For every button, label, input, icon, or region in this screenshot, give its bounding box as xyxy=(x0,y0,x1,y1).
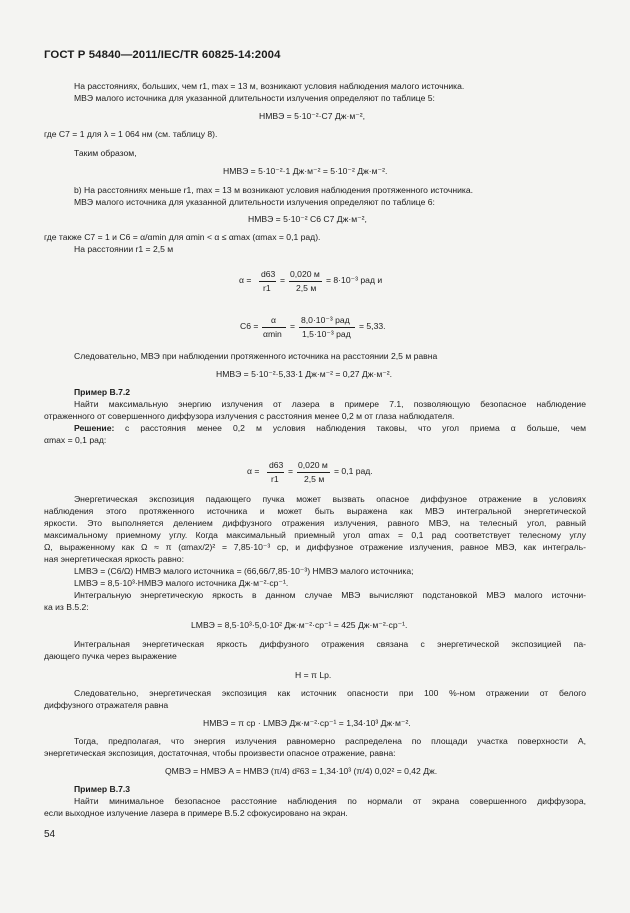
formula: HМВЭ = 5·10⁻²·C7 Дж·м⁻², xyxy=(259,111,366,121)
running-header: ГОСТ Р 54840—2011/IEC/TR 60825-14:2004 xyxy=(44,49,281,61)
text-line: Следовательно, МВЭ при наблюдении протяженного источника на расстоянии 2,5 м равна xyxy=(74,351,438,361)
fraction-bar xyxy=(297,472,330,473)
fraction-denominator: 1,5·10⁻³ рад xyxy=(302,329,351,339)
fraction-numerator: d63 xyxy=(269,460,284,470)
text-line: Интегральную энергетическую яркость в данном случае МВЭ вычисляют подстановкой МВЭ малого источни- xyxy=(74,590,586,600)
formula: LМВЭ = 8,5·10³·5,0·10² Дж·м⁻²·ср⁻¹ = 425 Дж·м⁻²·ср⁻¹. xyxy=(191,620,408,630)
text-line: МВЭ малого источника для указанной длительности излучения определяют по таблице 5: xyxy=(74,93,435,103)
example-heading: Пример В.7.2 xyxy=(74,387,131,397)
formula: LМВЭ = (C6/Ω) HМВЭ малого источника = (66,66/7,85·10⁻³) HМВЭ малого источника; xyxy=(74,566,414,576)
fraction-bar xyxy=(262,327,286,328)
text-line: ная энергетическая яркость равно: xyxy=(44,554,184,564)
text-line: ка из В.5.2: xyxy=(44,602,89,612)
fraction-bar xyxy=(289,281,322,282)
text-line: Таким образом, xyxy=(74,148,137,158)
formula: QМВЭ = HМВЭ A = HМВЭ (π/4) d²63 = 1,34·10³ (π/4) 0,02² = 0,42 Дж. xyxy=(165,766,438,776)
text-line: где C7 = 1 для λ = 1 064 нм (см. таблицу 8). xyxy=(44,129,218,139)
text-line: отраженного от совершенного диффузора излучения с расстояния менее 0,2 м от глаза наблюдателя. xyxy=(44,411,455,421)
formula-part: α = xyxy=(239,275,252,285)
formula: LМВЭ = 8,5·10³·HМВЭ малого источника Дж·м⁻²·ср⁻¹. xyxy=(74,578,289,588)
text-line: энергетическая экспозиция, достаточная, чтобы произвести опасное отражение, равна: xyxy=(44,748,396,758)
formula-part: α = xyxy=(247,466,260,476)
fraction-denominator: r1 xyxy=(263,283,271,293)
text-line: где также C7 = 1 и C6 = α/αmin для αmin < α ≤ αmax (αmax = 0,1 рад). xyxy=(44,232,321,242)
text-line: На расстояниях, больших, чем r1, max = 13 м, возникают условия наблюдения малого источника. xyxy=(74,81,465,91)
text-line: Следовательно, энергетическая экспозиция как источник опасности при 100 %-ном отражении от белого xyxy=(74,688,586,698)
fraction-denominator: 2,5 м xyxy=(296,283,317,293)
fraction-numerator: 0,020 м xyxy=(290,269,320,279)
text-line: Найти максимальную энергию излучения от лазера в примере 7.1, позволяющую безопасное наблюдение xyxy=(74,399,586,409)
formula-part: = 0,1 рад. xyxy=(334,466,373,476)
formula-part: C6 = xyxy=(240,321,259,331)
formula-part: = xyxy=(280,275,286,285)
text-line: Найти минимальное безопасное расстояние наблюдения по нормали от экрана совершенного диффузора, xyxy=(74,796,586,806)
text-line: Интегральная энергетическая яркость диффузного отражения связана с энергетической экспозицией па- xyxy=(74,639,586,649)
formula: HМВЭ = 5·10⁻²·1 Дж·м⁻² = 5·10⁻² Дж·м⁻². xyxy=(223,166,388,176)
text-line: наблюдения этого протяженного источника и может быть выражена как МВЭ интегральной энергетической xyxy=(44,506,586,516)
text-line: МВЭ малого источника для указанной длительности излучения определяют по таблице 6: xyxy=(74,197,435,207)
text-line: диффузного отражателя равна xyxy=(44,700,169,710)
fraction-bar xyxy=(259,281,276,282)
formula: HМВЭ = 5·10⁻² C6 C7 Дж·м⁻², xyxy=(248,214,367,224)
text-line: если выходное излучение лазера в примере В.5.2 сфокусировано на экран. xyxy=(44,808,348,818)
fraction-bar xyxy=(267,472,284,473)
example-heading: Пример В.7.3 xyxy=(74,784,131,794)
formula-part: = 8·10⁻³ рад и xyxy=(326,275,383,285)
text-line: дающего пучка через выражение xyxy=(44,651,177,661)
formula-part: = 5,33. xyxy=(359,321,386,331)
fraction-numerator: d63 xyxy=(261,269,276,279)
formula: H = π Lp. xyxy=(295,670,332,680)
fraction-numerator: α xyxy=(271,315,276,325)
fraction-denominator: r1 xyxy=(271,474,279,484)
fraction-numerator: 8,0·10⁻³ рад xyxy=(301,315,350,325)
text-line: b) На расстояниях меньше r1, max = 13 м возникают условия наблюдения протяженного источника. xyxy=(74,185,474,195)
formula-part: = xyxy=(290,321,296,331)
page-number: 54 xyxy=(44,829,56,840)
fraction-denominator: 2,5 м xyxy=(304,474,325,484)
formula-part: = xyxy=(288,466,294,476)
fraction-bar xyxy=(299,327,355,328)
text-line: Ω, выраженному как Ω ≈ π (αmax/2)² = 7,85·10⁻³ ср, и диффузное отражение излучения, равное МВЭ, как интеграль- xyxy=(44,542,586,552)
text-line: максимальному приемному углу. Когда максимальный приемный угол αmax = 0,1 рад соответствует телесному углу xyxy=(44,530,586,540)
solution-label: Решение: xyxy=(74,423,115,433)
formula: HМВЭ = π ср · LМВЭ Дж·м⁻²·ср⁻¹ = 1,34·10³ Дж·м⁻². xyxy=(203,718,411,728)
text-line: Энергетическая экспозиция падающего пучка может вызвать опасное диффузное отражение в условиях xyxy=(74,494,586,504)
text-line: Тогда, предполагая, что энергия излучения равномерно распределена по площади участка поверхности A, xyxy=(74,736,586,746)
text-line: с расстояния менее 0,2 м условия наблюдения таковы, что угол приема α больше, чем xyxy=(125,423,586,433)
text-line: αmax = 0,1 рад: xyxy=(44,435,107,445)
fraction-numerator: 0,020 м xyxy=(298,460,328,470)
formula: HМВЭ = 5·10⁻²·5,33·1 Дж·м⁻² = 0,27 Дж·м⁻². xyxy=(216,369,393,379)
fraction-denominator: αmin xyxy=(263,329,282,339)
text-line: яркости. Это выполняется делением диффузного отражения излучения, равного МВЭ, на телесный угол, равный xyxy=(44,518,586,528)
text-line: На расстоянии r1 = 2,5 м xyxy=(74,244,174,254)
